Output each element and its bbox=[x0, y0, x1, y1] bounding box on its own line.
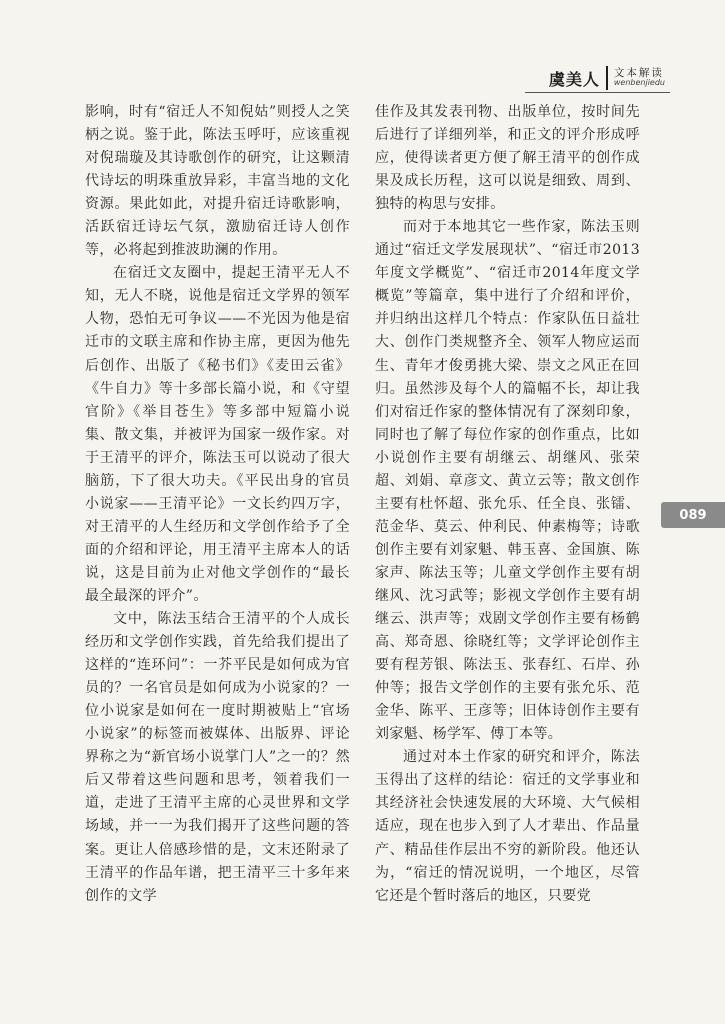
paragraph: 而对于本地其它一些作家，陈法玉则通过“宿迁文学发展现状”、“宿迁市2013年度文学概览”、“宿迁市2014年度文学概览”等篇章，集中进行了介绍和评价，并归纳出这样几个特点：作家队伍日益壮大、创作门类规整齐全、领军人物应运而生、青年才俊勇挑大梁、崇文之风正在回归。虽然涉及每个人的篇幅不长，却让我们对宿迁作家的整体情况有了深刻印象，同时也了解了每位作家的创作重点，比如小说创作主要有胡继云、胡继风、张荣超、刘娟、章彦文、黄立云等；散文创作主要有杜怀超、张允乐、任全良、张镭、范金华、莫云、仲利民、仲素梅等；诗歌创作主要有刘家魁、韩玉喜、金国旗、陈家声、陈法玉等；儿童文学创作主要有胡继风、沈习武等；影视文学创作主要有胡继云、洪声等；戏剧文学创作主要有杨鹤高、郑奇恩、徐晓红等；文学评论创作主要有程芳银、陈法玉、张春红、石岸、孙仲等；报告文学创作的主要有张允乐、范金华、陈平、王彦等；旧体诗创作主要有刘家魁、杨学军、傅丁本等。 bbox=[375, 219, 640, 743]
paragraph: 影响，时有“宿迁人不知倪姑”则授人之笑柄之说。鉴于此，陈法玉呼吁，应该重视对倪瑞璇及其诗歌创作的研究，让这颗清代诗坛的明珠重放异彩，丰富当地的文化资源。果此如此，对提升宿迁诗歌影响，活跃宿迁诗坛气氛，激励宿迁诗人创作等，必将起到推波助澜的作用。 bbox=[85, 104, 350, 259]
paragraph: 文中，陈法玉结合王清平的个人成长经历和文学创作实践，首先给我们提出了这样的“连环问”：一芥平民是如何成为官员的？一名官员是如何成为小说家的？一位小说家是如何在一度时期被贴上“官场小说家”的标签而被媒体、出版界、评论界称之为“新官场小说掌门人”之一的？然后又带着这些问题和思考，领着我们一道，走进了王清平主席的心灵世界和文学场域，并一一为我们揭开了这些问题的答案。更让人倍感珍惜的是，文末还附录了王清平的作品年谱，把王清平三十多年来创作的文学 bbox=[85, 611, 350, 904]
paragraph: 在宿迁文友圈中，提起王清平无人不知，无人不晓，说他是宿迁文学界的领军人物，恐怕无可争议——不光因为他是宿迁市的文联主席和作协主席，更因为他先后创作、出版了《秘书们》《麦田云雀》《牛自力》等十多部长篇小说，和《守望官阶》《举目苍生》等多部中短篇小说集、散文集，并被评为国家一级作家。对于王清平的评介，陈法玉可以说动了很大脑筋，下了很大功夫。《平民出身的官员小说家——王清平论》一文长约四万字，对王清平的人生经历和文学创作给予了全面的介绍和评论，用王清平主席本人的话说，这是目前为止对他文学创作的“最长最全最深的评介”。 bbox=[85, 265, 350, 604]
magazine-brand: 虞美人 bbox=[548, 69, 600, 89]
page-number-tab: 089 bbox=[661, 502, 725, 528]
header-rule bbox=[525, 92, 670, 93]
section-label bbox=[614, 68, 665, 87]
paragraph: 通过对本土作家的研究和评介，陈法玉得出了这样的结论：宿迁的文学事业和其经济社会快速发展的大环境、大气候相适应，现在也步入到了人才辈出、作品量产、精品佳作层出不穷的新阶段。他还认为，“宿迁的情况说明，一个地区，尽管它还是个暂时落后的地区，只要党 bbox=[375, 749, 640, 904]
section-pinyin: wenbenjiedu bbox=[613, 78, 665, 88]
running-header bbox=[549, 66, 665, 90]
section-title: 文本解读 bbox=[613, 67, 664, 80]
left-column bbox=[85, 101, 350, 908]
header-divider bbox=[606, 66, 608, 90]
right-column bbox=[375, 101, 640, 908]
paragraph: 佳作及其发表刊物、出版单位，按时间先后进行了详细列举，和正文的评介形成呼应，使得读者更方便了解王清平的创作成果及成长历程，这可以说是细致、周到、独特的构思与安排。 bbox=[375, 104, 640, 213]
